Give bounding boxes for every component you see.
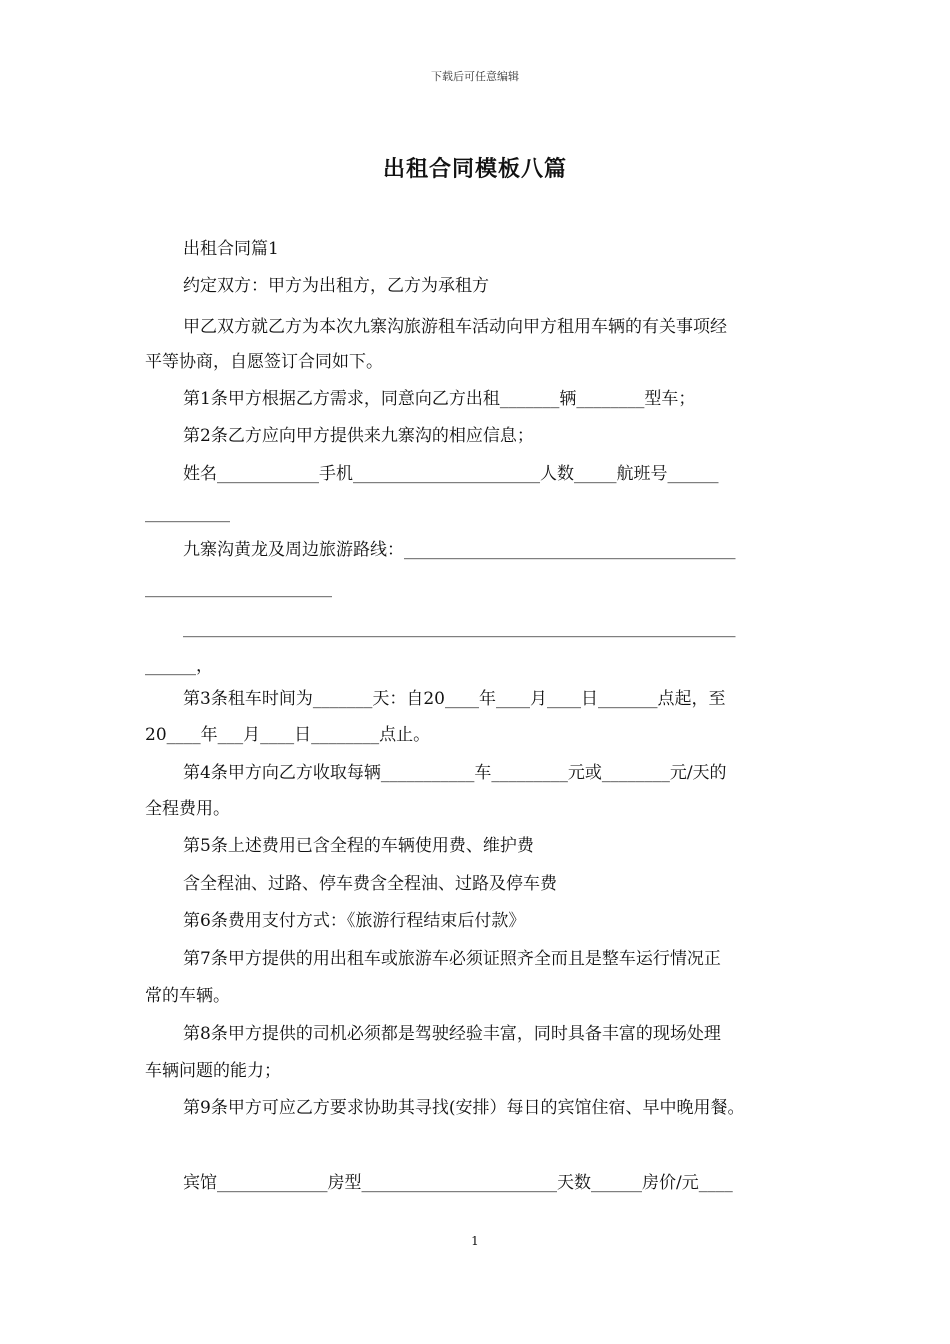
clause-3-continued: 20____年___月____日________点止。 [145,725,431,745]
paragraph: 甲乙双方就乙方为本次九寨沟旅游租车活动向甲方租用车辆的有关事项经 [183,317,727,337]
clause-3: 第3条租车时间为_______天：自20____年____月____日_______点起，至 [183,689,726,709]
paragraph: 约定双方：甲方为出租方，乙方为承租方 [183,276,489,296]
paragraph-continued: 平等协商，自愿签订合同如下。 [145,352,383,372]
fill-line-continued: ______________________ [145,578,332,598]
blank-fill-line: _________________________________________________________________ [183,618,736,638]
fill-line-continued: __________ [145,503,230,523]
hotel-fill-line: 宾馆_____________房型_______________________天数______房价/元____ [183,1173,733,1193]
clause-6: 第6条费用支付方式：《旅游行程结束后付款》 [183,911,526,931]
clause-1: 第1条甲方根据乙方需求，同意向乙方出租_______辆________型车； [183,389,696,409]
clause-8: 第8条甲方提供的司机必须都是驾驶经验丰富，同时具备丰富的现场处理 [183,1024,721,1044]
document-title: 出租合同模板八篇 [382,156,567,182]
clause-7: 第7条甲方提供的用出租车或旅游车必须证照齐全而且是整车运行情况正 [183,949,721,969]
fill-line-continued: ______， [145,656,213,676]
clause-2: 第2条乙方应向甲方提供来九寨沟的相应信息； [183,426,534,446]
clause-8-continued: 车辆问题的能力； [145,1061,281,1081]
info-fill-line: 姓名____________手机______________________人数_____航班号______ [183,464,719,484]
page-number: 1 [471,1234,479,1248]
clause-9: 第9条甲方可应乙方要求协助其寻找(安排）每日的宾馆住宿、早中晚用餐。 [183,1098,745,1118]
header-note: 下载后可任意编辑 [431,70,519,83]
route-fill-line: 九寨沟黄龙及周边旅游路线：_______________________________________ [183,540,736,560]
clause-5: 第5条上述费用已含全程的车辆使用费、维护费 [183,836,534,856]
clause-4: 第4条甲方向乙方收取每辆___________车_________元或________元/天的 [183,763,727,783]
clause-7-continued: 常的车辆。 [145,986,230,1006]
section-heading: 出租合同篇1 [183,239,279,259]
clause-5-detail: 含全程油、过路、停车费含全程油、过路及停车费 [183,874,557,894]
clause-4-continued: 全程费用。 [145,799,230,819]
